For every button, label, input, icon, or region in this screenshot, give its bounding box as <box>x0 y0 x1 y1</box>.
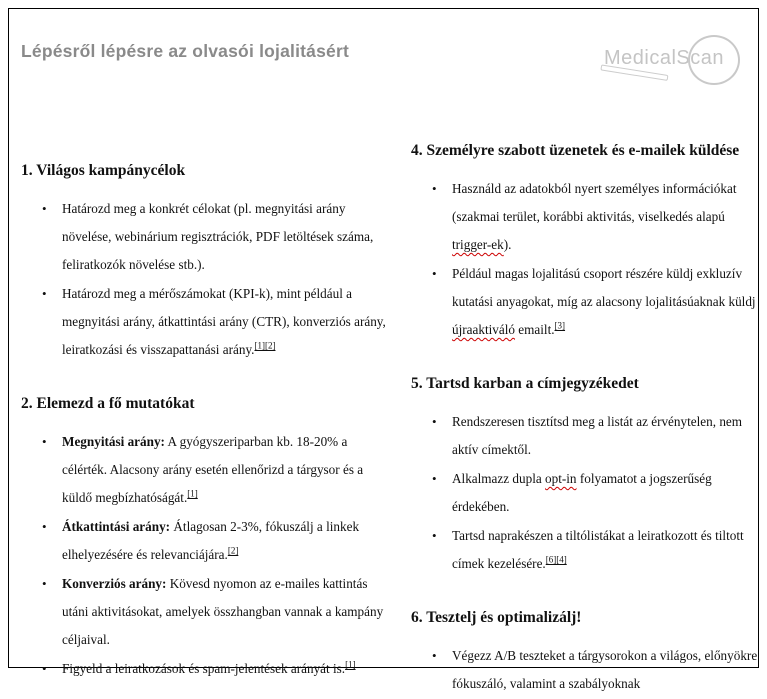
bullet-marker: • <box>42 576 47 591</box>
citation-link[interactable]: [1][2] <box>254 340 276 351</box>
text-run: Kövesd nyomon az e-mailes kattintás utáni aktivitásokat, amelyek összhangban vannak a kampány céljaival. <box>62 576 384 647</box>
right-column <box>411 133 760 699</box>
bullet-marker: • <box>42 286 47 301</box>
document-page <box>8 8 759 691</box>
list-item <box>21 655 393 683</box>
bold-run: Átkattintási arány: <box>62 519 171 534</box>
citation-link[interactable]: [1] <box>345 659 356 670</box>
section-heading: 5. Tartsd karban a címjegyzékedet <box>411 375 639 392</box>
bullet-text <box>62 195 393 279</box>
bullet-text <box>452 465 760 521</box>
list-item <box>21 428 393 512</box>
list-item <box>411 175 760 259</box>
text-run: Végezz A/B teszteket a tárgysorokon a világos, előnyökre fókuszáló, valamint a szabályoknak <box>452 648 758 691</box>
text-run: Például magas lojalitású csoport részére küldj exkluzív kutatási anyagokat, míg az alacsony lojalitásúaknak küldj <box>452 266 756 309</box>
list-item <box>411 408 760 464</box>
bullet-marker: • <box>42 519 47 534</box>
bullet-marker: • <box>432 414 437 429</box>
bullet-text <box>452 642 760 698</box>
page-title: Lépésről lépésre az olvasói lojalitásért <box>21 41 349 61</box>
bullet-marker: • <box>432 528 437 543</box>
text-run: Rendszeresen tisztítsd meg a listát az érvénytelen, nem aktív címektől. <box>452 414 743 457</box>
misspelled-word: trigger-ek <box>452 237 504 252</box>
text-run: folyamatot a jogszerűség érdekében. <box>452 471 712 514</box>
misspelled-word: újraaktiváló <box>452 322 515 337</box>
section-heading: 2. Elemezd a fő mutatókat <box>21 395 195 412</box>
text-run: Átlagosan 2-3%, fókuszálj a linkek elhelyezésére és relevanciájára. <box>62 519 360 562</box>
logo-wordmark: MedicalScan <box>604 47 725 69</box>
citation-link[interactable]: [2] <box>227 545 239 556</box>
list-item <box>411 642 760 698</box>
medicalscan-logo <box>598 31 748 89</box>
magnifier-lens-icon <box>688 35 740 85</box>
misspelled-word: opt-in <box>545 471 577 486</box>
text-run: Határozd meg a mérőszámokat (KPI-k), mint például a megnyitási arány, átkattintási arány (CTR), konverziós arány, leiratkozási és visszapattanási arány. <box>62 286 386 357</box>
bullet-text <box>452 522 760 578</box>
bullet-text <box>62 280 393 364</box>
bullet-marker: • <box>432 181 437 196</box>
bold-run: Konverziós arány: <box>62 576 167 591</box>
citation-link[interactable]: [1] <box>187 488 198 499</box>
bullet-marker: • <box>42 201 47 216</box>
text-run: Használd az adatokból nyert személyes információkat (szakmai terület, korábbi aktivitás, viselkedés alapú <box>452 181 737 224</box>
bullet-marker: • <box>42 661 47 676</box>
list-item <box>411 260 760 344</box>
list-item <box>21 513 393 569</box>
list-item <box>411 465 760 521</box>
bullet-marker: • <box>432 648 437 663</box>
bullet-text <box>452 408 760 464</box>
left-column <box>21 133 393 699</box>
bullet-text <box>452 260 760 344</box>
text-run: Alkalmazz dupla <box>452 471 546 486</box>
bullet-text <box>62 428 393 512</box>
bold-run: Megnyitási arány: <box>62 434 165 449</box>
citation-link[interactable]: [6][4] <box>545 554 567 565</box>
bullet-text <box>62 655 356 683</box>
bullet-marker: • <box>432 471 437 486</box>
list-item <box>21 195 393 279</box>
document-body <box>9 133 758 699</box>
text-run: emailt. <box>514 322 555 337</box>
bullet-text <box>62 513 393 569</box>
text-run: Határozd meg a konkrét célokat (pl. megnyitási arány növelése, webinárium regisztrációk, PDF letöltések száma, feliratkozók növelése stb.). <box>62 201 374 272</box>
list-item <box>411 522 760 578</box>
document-header <box>9 9 758 101</box>
bullet-marker: • <box>432 266 437 281</box>
text-run: ). <box>503 237 512 252</box>
bullet-text <box>452 175 760 259</box>
text-run: Figyeld a leiratkozások és spam-jelentések arányát is. <box>62 661 346 676</box>
text-run: Tartsd naprakészen a tiltólistákat a leiratkozott és tiltott címek kezelésére. <box>452 528 744 571</box>
list-item <box>21 280 393 364</box>
bullet-text <box>62 570 393 654</box>
citation-link[interactable]: [3] <box>554 320 566 331</box>
section-heading: 6. Tesztelj és optimalizálj! <box>411 609 582 626</box>
bullet-marker: • <box>42 434 47 449</box>
section-heading: 1. Világos kampánycélok <box>21 162 186 179</box>
list-item <box>21 570 393 654</box>
section-heading: 4. Személyre szabott üzenetek és e-mailek küldése <box>411 142 740 159</box>
text-run: A gyógyszeriparban kb. 18-20% a célérték. Alacsony arány esetén ellenőrizd a tárgysor és a küldő megbízhatóságát. <box>62 434 364 505</box>
